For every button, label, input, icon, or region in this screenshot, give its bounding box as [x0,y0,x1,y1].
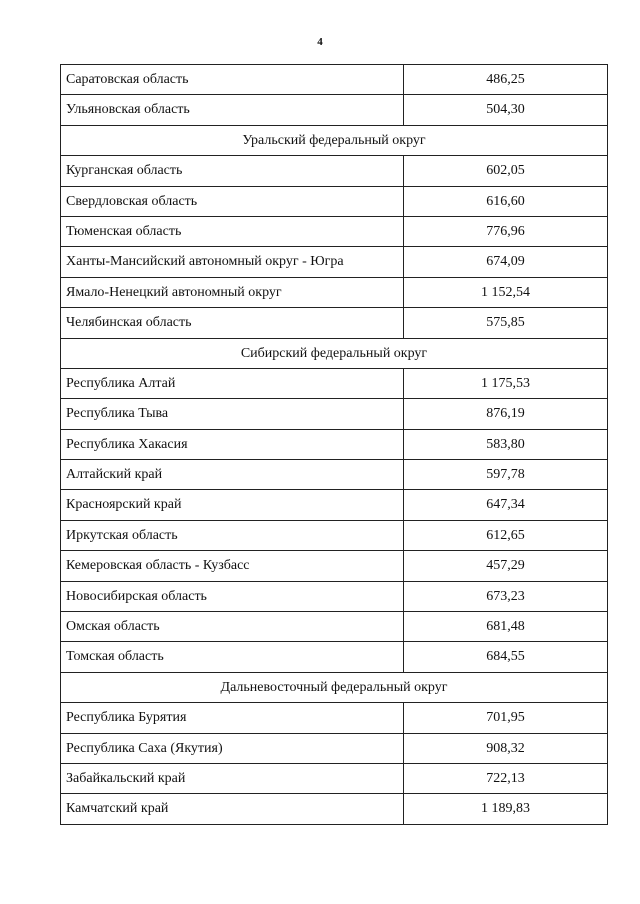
region-name: Тюменская область [61,216,404,246]
region-name: Ульяновская область [61,95,404,125]
table-row [61,642,608,672]
table-row [61,763,608,793]
section-heading: Уральский федеральный округ [61,125,608,155]
region-name: Свердловская область [61,186,404,216]
region-value: 602,05 [404,156,608,186]
region-value: 684,55 [404,642,608,672]
table-row [61,429,608,459]
region-value: 1 175,53 [404,368,608,398]
section-heading-row [61,125,608,155]
region-name: Республика Алтай [61,368,404,398]
region-value: 647,34 [404,490,608,520]
table-row [61,520,608,550]
region-value: 504,30 [404,95,608,125]
table-row [61,156,608,186]
table-row [61,399,608,429]
table-row [61,247,608,277]
region-value: 722,13 [404,763,608,793]
region-value: 612,65 [404,520,608,550]
table-row [61,308,608,338]
region-name: Челябинская область [61,308,404,338]
table-row [61,703,608,733]
region-value: 597,78 [404,460,608,490]
table-row [61,186,608,216]
region-name: Курганская область [61,156,404,186]
region-name: Саратовская область [61,65,404,95]
region-name: Республика Тыва [61,399,404,429]
table-row [61,95,608,125]
region-value: 876,19 [404,399,608,429]
section-heading: Дальневосточный федеральный округ [61,672,608,702]
region-value: 674,09 [404,247,608,277]
region-name: Республика Хакасия [61,429,404,459]
section-heading-row [61,672,608,702]
section-heading-row [61,338,608,368]
regions-table-body [61,65,608,825]
table-row [61,277,608,307]
table-row [61,794,608,824]
region-value: 776,96 [404,216,608,246]
region-value: 908,32 [404,733,608,763]
region-name: Ямало-Ненецкий автономный округ [61,277,404,307]
region-name: Томская область [61,642,404,672]
region-name: Забайкальский край [61,763,404,793]
region-name: Кемеровская область - Кузбасс [61,551,404,581]
region-value: 681,48 [404,612,608,642]
region-name: Республика Саха (Якутия) [61,733,404,763]
region-name: Республика Бурятия [61,703,404,733]
region-value: 486,25 [404,65,608,95]
region-name: Омская область [61,612,404,642]
table-row [61,216,608,246]
region-name: Алтайский край [61,460,404,490]
region-name: Новосибирская область [61,581,404,611]
table-row [61,65,608,95]
region-value: 673,23 [404,581,608,611]
table-row [61,368,608,398]
table-row [61,581,608,611]
section-heading: Сибирский федеральный округ [61,338,608,368]
region-value: 1 152,54 [404,277,608,307]
region-value: 583,80 [404,429,608,459]
table-row [61,612,608,642]
region-value: 701,95 [404,703,608,733]
table-row [61,733,608,763]
page-number: 4 [317,36,323,48]
region-value: 1 189,83 [404,794,608,824]
region-value: 457,29 [404,551,608,581]
region-name: Камчатский край [61,794,404,824]
region-name: Иркутская область [61,520,404,550]
table-row [61,460,608,490]
table-row [61,490,608,520]
regions-table [60,64,608,825]
region-value: 575,85 [404,308,608,338]
region-value: 616,60 [404,186,608,216]
table-row [61,551,608,581]
region-name: Ханты-Мансийский автономный округ - Югра [61,247,404,277]
region-name: Красноярский край [61,490,404,520]
